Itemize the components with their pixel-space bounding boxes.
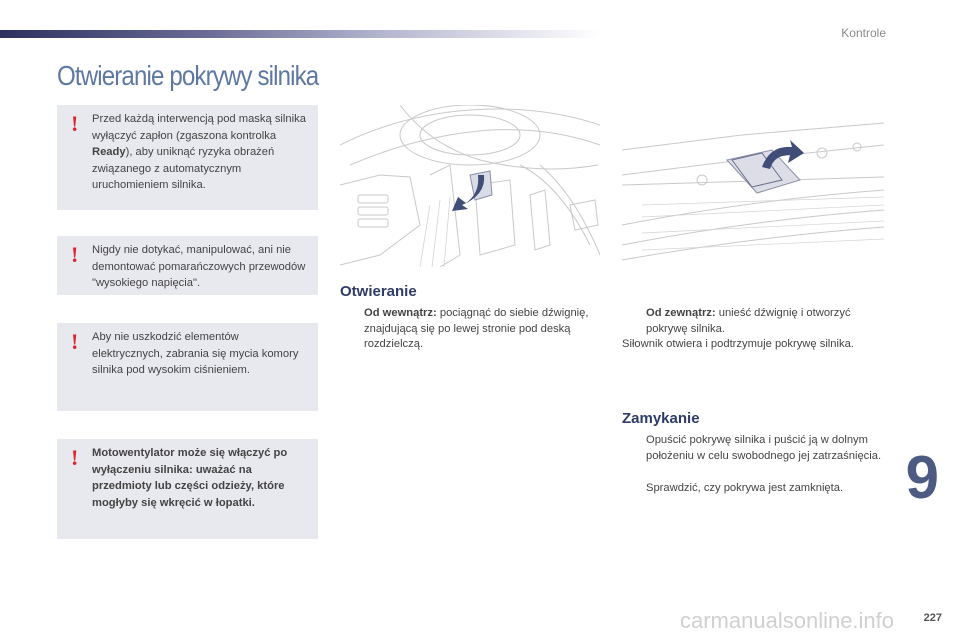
warning-text: Aby nie uszkodzić elementów elektrycznych, zabrania się mycia komory silnika pod wysokim ciśnieniem. [92, 331, 299, 376]
warning-box-ignition [57, 105, 318, 210]
heading-opening: Otwieranie [340, 283, 417, 300]
page-number: 227 [923, 612, 942, 624]
warning-text: Motowentylator może się włączyć po wyłączeniu silnika: uważać na przedmioty lub części odzieży, które mogłyby się wkręcić w łopatki. [92, 447, 288, 509]
bullet-label: Od zewnątrz: [646, 307, 716, 319]
watermark: carmanualsonline.info [680, 608, 895, 633]
interior-lever-illustration [340, 105, 600, 267]
bullet-text: Opuścić pokrywę silnika i puścić ją w dolnym położeniu w celu swobodnego jej zatrzaśnięcia. [646, 434, 882, 462]
bullet-text: unieść dźwignię i otworzyć pokrywę silnika. [646, 307, 851, 335]
warning-icon: ! [71, 445, 79, 470]
warning-text: ), aby uniknąć ryzyka obrażeń związanego z automatycznym uruchomieniem silnika. [92, 146, 275, 191]
warning-box-fan [57, 439, 318, 539]
warning-text: Nigdy nie dotykać, manipulować, ani nie demontować pomarańczowych przewodów "wysokiego napięcia". [92, 244, 306, 289]
warning-text: Przed każdą interwencją pod maską silnika wyłączyć zapłon (zgaszona kontrolka [92, 113, 306, 142]
warning-box-high-voltage [57, 236, 318, 295]
warning-box-pressure-washing [57, 323, 318, 411]
heading-closing: Zamykanie [622, 410, 700, 427]
lever-arrow [452, 171, 492, 211]
exterior-lever-illustration [622, 105, 884, 267]
warning-icon: ! [71, 329, 79, 354]
bullet-closing-2 [622, 481, 884, 497]
warning-icon: ! [71, 242, 79, 267]
hood-latch [727, 140, 804, 193]
header-gradient-bar [0, 30, 600, 38]
page-title: Otwieranie pokrywy silnika [57, 60, 319, 91]
opening-note: Siłownik otwiera i podtrzymuje pokrywę silnika. [622, 338, 854, 350]
warning-icon: ! [71, 111, 79, 136]
bullet-closing-1 [622, 433, 884, 464]
bullet-label: Od wewnątrz: [364, 307, 437, 319]
bullet-text: pociągnąć do siebie dźwignię, znajdującą się po lewej stronie pod deską rozdzielczą. [364, 307, 589, 350]
warning-text-bold: Ready [92, 146, 126, 158]
bullet-inside [340, 306, 600, 353]
bullet-text: Sprawdzić, czy pokrywa jest zamknięta. [646, 482, 844, 494]
section-label: Kontrole [841, 26, 886, 40]
chapter-number: 9 [905, 444, 939, 511]
bullet-outside [622, 306, 884, 337]
